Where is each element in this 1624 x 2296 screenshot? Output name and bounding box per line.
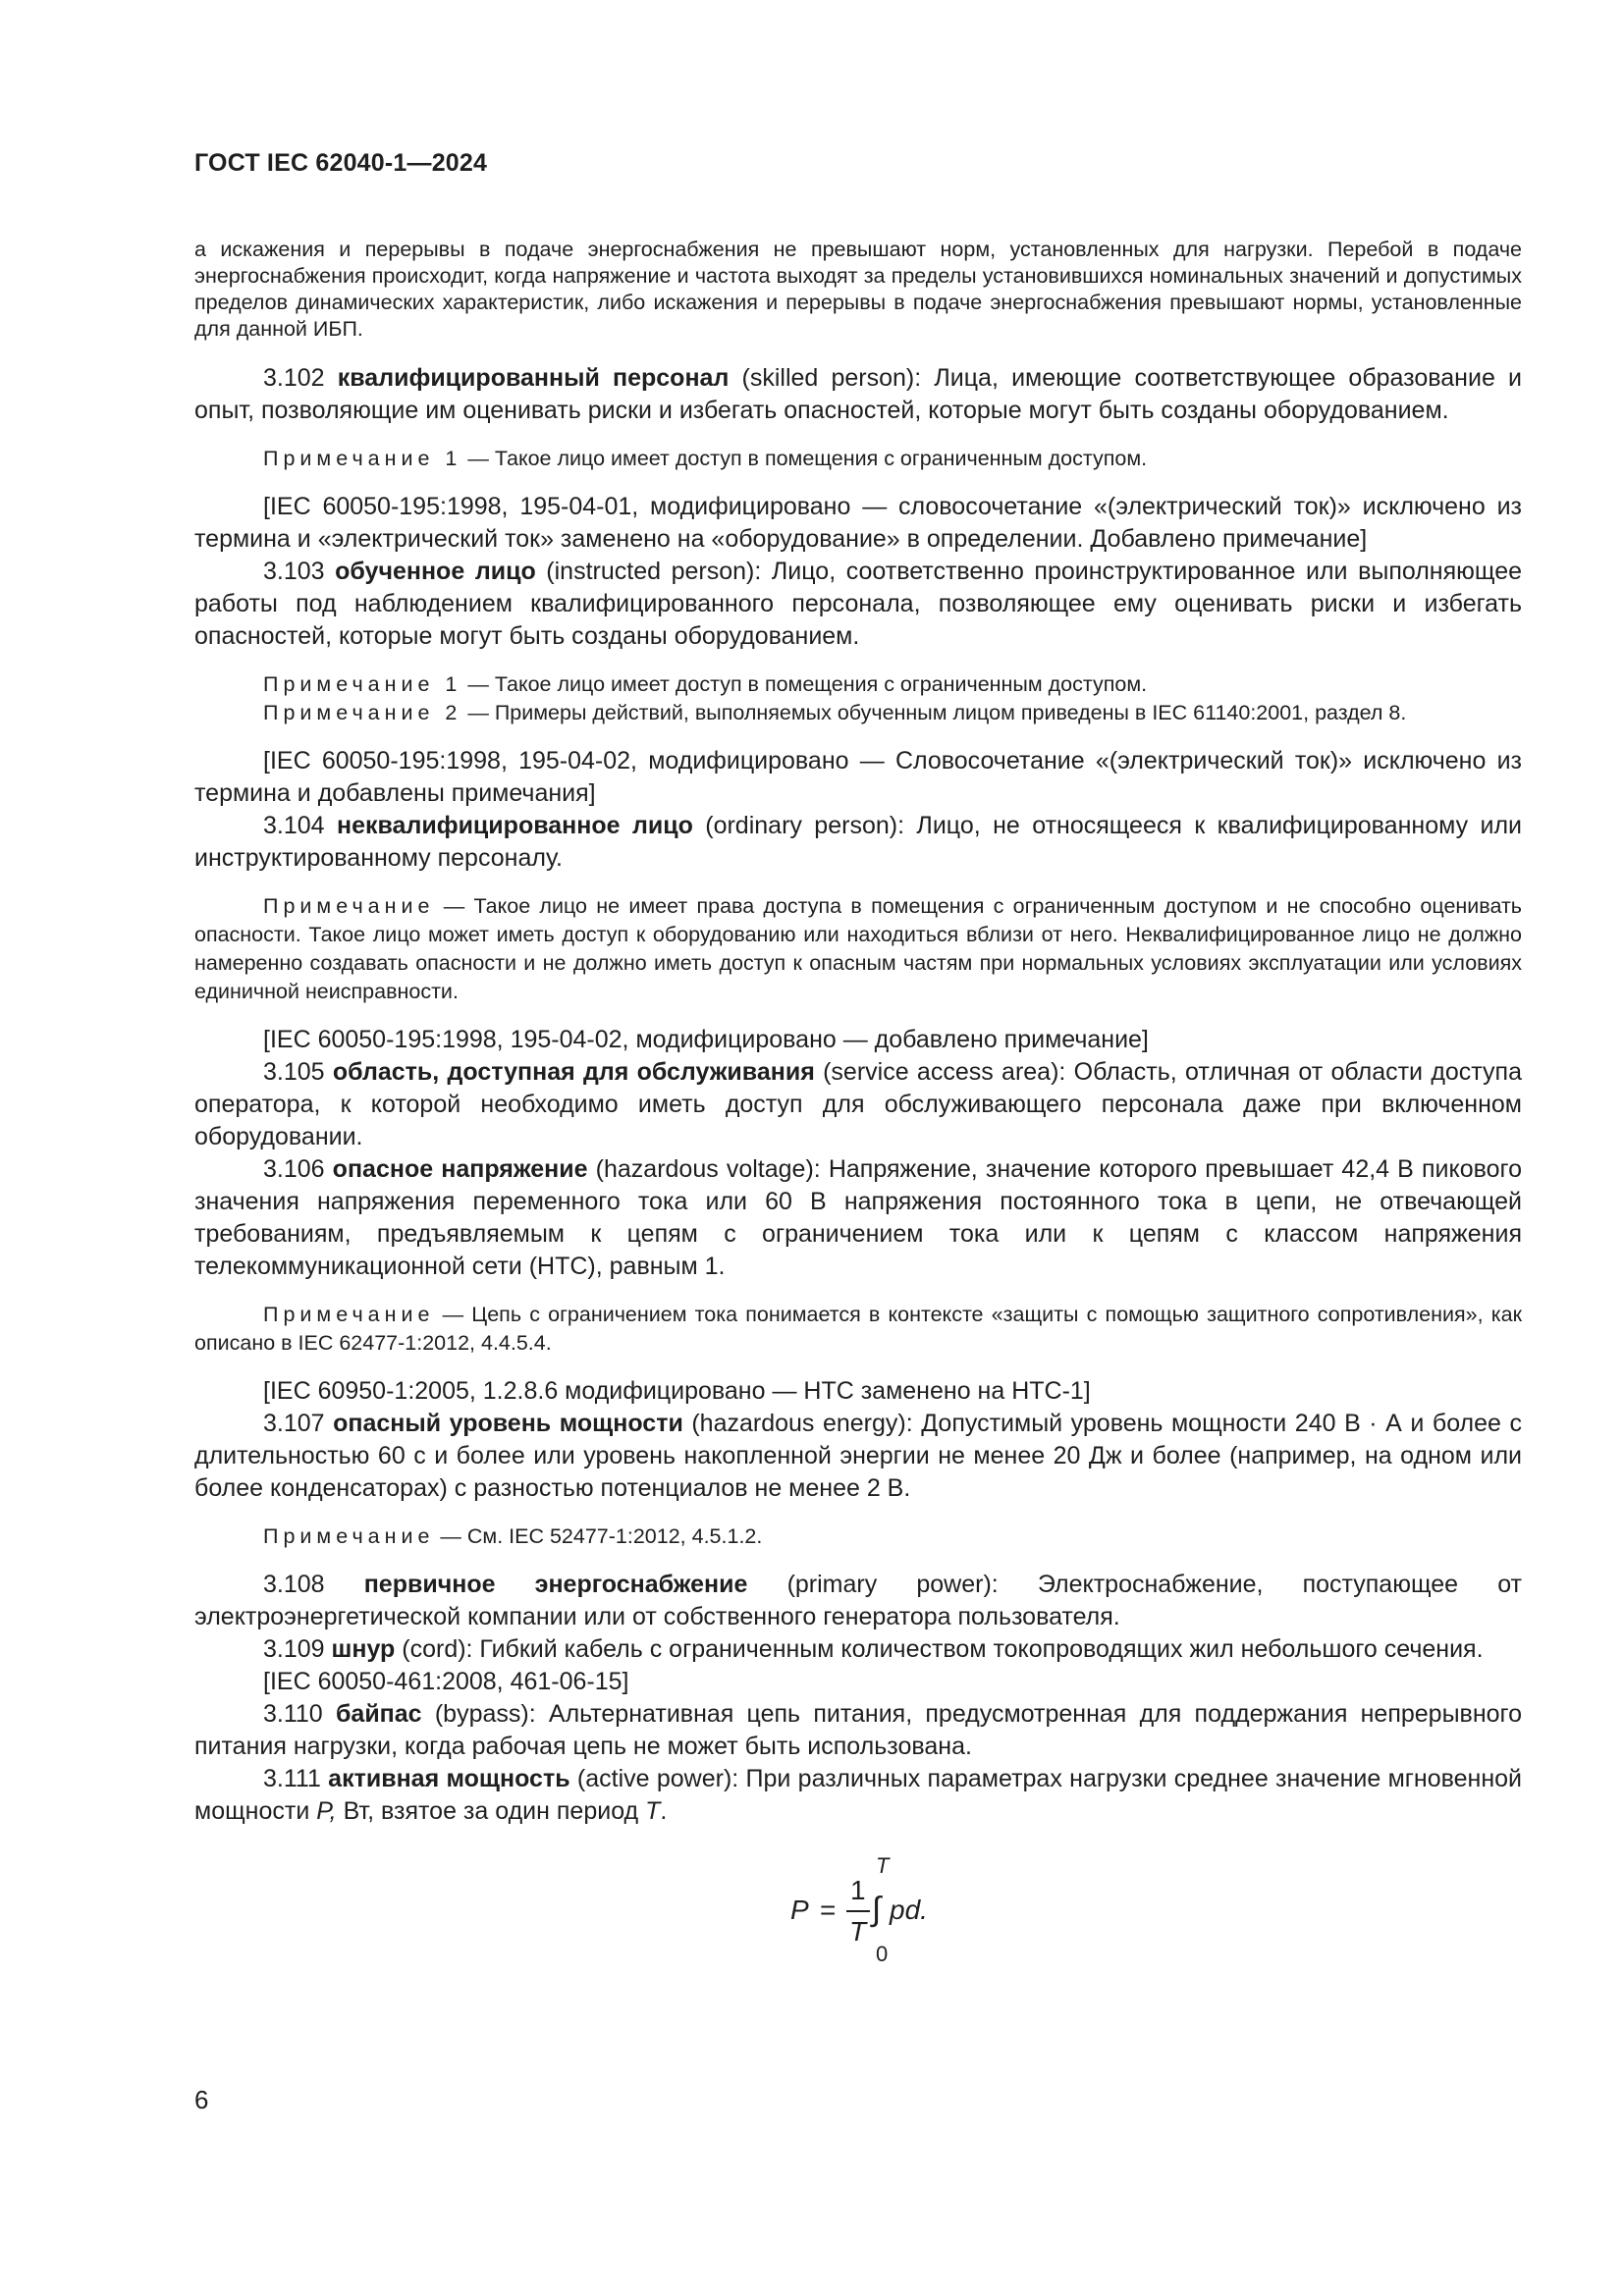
document-header: ГОСТ IEC 62040-1—2024 — [194, 149, 488, 177]
term-name: квалифицированный персонал — [337, 364, 730, 392]
term-3-105: 3.105 область, доступная для обслуживания (service access area): Область, отличная от области доступа оператора, к которой необходимо иметь доступ для обслуживающего персонала даже при включенном оборудовании. — [194, 1058, 1522, 1150]
source-3-103: [IEC 60050-195:1998, 195-04-02, модифицировано — Словосочетание «(электрический ток)» исключено из термина и добавлены примечания] — [194, 747, 1522, 807]
term-3-111: 3.111 активная мощность (active power): При различных параметрах нагрузки среднее значение мгновенной мощности P, Вт, взятое за один период T. — [194, 1765, 1523, 1825]
formula-denominator: T — [849, 1916, 867, 1947]
note-3-104: Примечание — Такое лицо не имеет права доступа в помещения с ограниченным доступом и не способно оценивать опасности. Такое лицо может иметь доступ к оборудованию или находиться вблизи от него. Неквалифицированное лицо не должно намеренно создавать опасности и не должно иметь доступ к опасным частям при нормальных условиях эксплуатации или условиях единичной неисправности. — [194, 894, 1522, 1003]
term-3-106: 3.106 опасное напряжение (hazardous voltage): Напряжение, значение которого превышает 42,4 В пикового значения напряжения переменного тока или 60 В напряжения постоянного тока в цепи, не отвечающей требованиям, предъявляемым к цепям с ограничением тока или к цепям с классом напряжения телекоммуникационной сети (НТС), равным 1. — [194, 1155, 1522, 1280]
term-name: обученное лицо — [335, 558, 536, 585]
source-3-106: [IEC 60950-1:2005, 1.2.8.6 модифицировано — НТС заменено на НТС-1] — [263, 1377, 1091, 1405]
formula-equals: = — [820, 1895, 837, 1925]
fraction-bar — [846, 1910, 870, 1912]
formula-numerator: 1 — [850, 1875, 866, 1905]
term-name: область, доступная для обслуживания — [332, 1058, 815, 1086]
formula-integrand: pd. — [890, 1895, 928, 1925]
term-3-107: 3.107 опасный уровень мощности (hazardous energy): Допустимый уровень мощности 240 В · А и более с длительностью 60 с и более или уровень накопленной энергии не менее 20 Дж и более (например, на одном или более конденсаторах) с разностью потенциалов не менее 2 В. — [194, 1410, 1522, 1502]
note-3-102: Примечание 1 — Такое лицо имеет доступ в помещения с ограниченным доступом. — [263, 447, 1148, 470]
note-3-106: Примечание — Цепь с ограничением тока понимается в контексте «защиты с помощью защитного сопротивления», как описано в IEC 62477-1:2012, 4.4.5.4. — [194, 1303, 1522, 1355]
term-name: первичное энергоснабжение — [363, 1571, 748, 1598]
term-name: байпас — [335, 1700, 422, 1728]
term-name: неквалифицированное лицо — [336, 812, 693, 839]
note1-3-103: Примечание 1 — Такое лицо имеет доступ в помещения с ограниченным доступом. — [263, 672, 1148, 696]
integral-upper-limit: T — [876, 1853, 890, 1878]
source-3-104: [IEC 60050-195:1998, 195-04-02, модифицировано — добавлено примечание] — [263, 1026, 1149, 1053]
term-3-103: 3.103 обученное лицо (instructed person): Лицо, соответственно проинструктированное или выполняющее работы под наблюдением квалифицированного персонала, позволяющее ему оценивать риски и избегать опасностей, которые могут быть созданы оборудованием. — [194, 558, 1522, 650]
formula-lhs: P — [790, 1895, 809, 1925]
term-3-108: 3.108 первичное энергоснабжение (primary power): Электроснабжение, поступающее от электроэнергетической компании или от собственного генератора пользователя. — [194, 1571, 1522, 1630]
page-number: 6 — [194, 2085, 209, 2114]
term-3-102: 3.102 квалифицированный персонал (skilled person): Лица, имеющие соответствующее образование и опыт, позволяющие им оценивать риски и избегать опасностей, которые могут быть созданы оборудованием. — [194, 364, 1522, 424]
source-3-109: [IEC 60050-461:2008, 461-06-15] — [263, 1668, 629, 1695]
term-name: активная мощность — [328, 1765, 570, 1792]
note2-3-103: Примечание 2 — Примеры действий, выполняемых обученным лицом приведены в IEC 61140:2001, раздел 8. — [263, 701, 1407, 724]
document-page — [194, 149, 1522, 1993]
term-3-109: 3.109 шнур (cord): Гибкий кабель с ограниченным количеством токопроводящих жил небольшого сечения. — [263, 1635, 1484, 1663]
integral-lower-limit: 0 — [876, 1942, 889, 1966]
active-power-formula — [194, 1845, 1522, 1993]
term-3-110: 3.110 байпас (bypass): Альтернативная цепь питания, предусмотренная для поддержания непрерывного питания нагрузки, когда рабочая цепь не может быть использована. — [194, 1700, 1523, 1760]
integral-sign: ∫ — [872, 1891, 882, 1928]
term-name: опасный уровень мощности — [333, 1410, 683, 1437]
note-3-107: Примечание — См. IEC 52477-1:2012, 4.5.1.2. — [263, 1524, 763, 1548]
term-name: опасное напряжение — [332, 1155, 588, 1183]
source-3-102: [IEC 60050-195:1998, 195-04-01, модифицировано — словосочетание «(электрический ток)» исключено из термина и «электрический ток» заменено на «оборудование» в определении. Добавлено примечание] — [194, 493, 1522, 553]
term-name: шнур — [331, 1635, 396, 1663]
term-3-104: 3.104 неквалифицированное лицо (ordinary person): Лицо, не относящееся к квалифицированному или инструктированному персоналу. — [194, 812, 1522, 872]
intro-paragraph: а искажения и перерывы в подаче энергоснабжения не превышают норм, установленных для нагрузки. Перебой в подаче энергоснабжения происходит, когда напряжение и частота выходят за пределы установившихся номинальных значений и допустимых пределов динамических характеристик, либо искажения и перерывы в подаче энергоснабжения превышают нормы, установленные для данной ИБП. — [194, 238, 1522, 341]
